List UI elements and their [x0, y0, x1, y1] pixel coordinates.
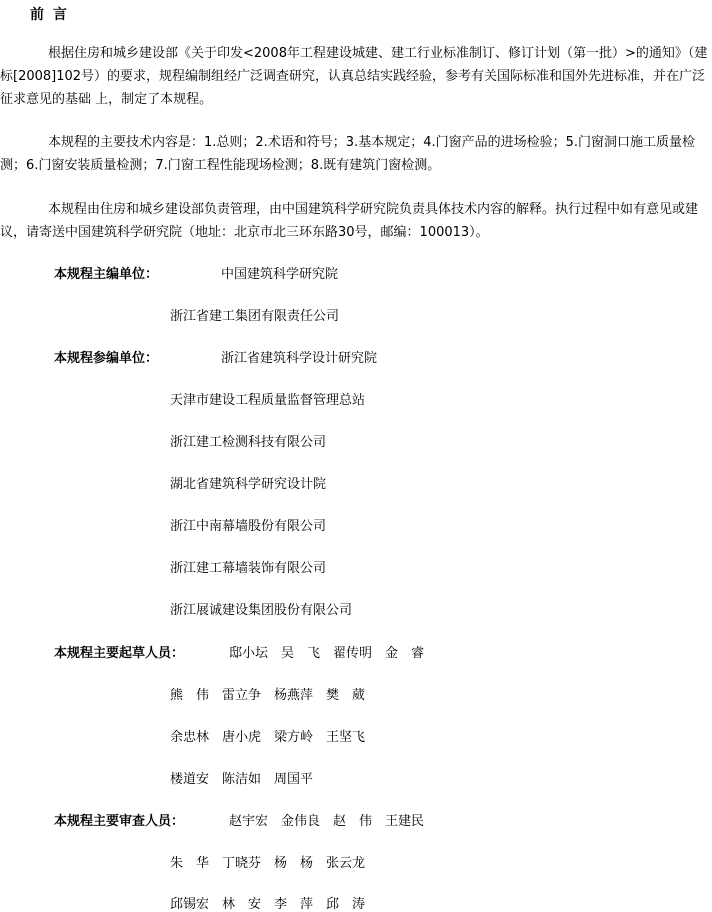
drafters-line: 熊 伟 雷立争 杨燕萍 樊 葳: [170, 688, 366, 703]
reviewers-line: 朱 华 丁晓芬 杨 杨 张云龙: [170, 856, 366, 871]
participating-unit-item: 浙江省建筑科学设计研究院: [221, 351, 378, 366]
drafters-line: 邸小坛 吴 飞 翟传明 金 睿: [229, 646, 425, 661]
reviewers-line: 邱锡宏 林 安 李 萍 邱 涛: [170, 897, 366, 912]
page-title: 前 言: [30, 7, 69, 23]
chief-unit-item: 中国建筑科学研究院: [221, 267, 339, 282]
participating-unit-item: 浙江中南幕墙股份有限公司: [170, 519, 327, 534]
chief-unit-item: 浙江省建工集团有限责任公司: [170, 309, 340, 324]
participating-unit-item: 浙江建工幕墙装饰有限公司: [170, 561, 327, 576]
reviewers-line: 赵宇宏 金伟良 赵 伟 王建民: [229, 814, 425, 829]
paragraph-main-content: 本规程的主要技术内容是：1.总则；2.术语和符号；3.基本规定；4.门窗产品的进场检验；5.门窗洞口施工质量检测；6.门窗安装质量检测；7.门窗工程性能现场检测；8.既有建筑门窗检测。: [0, 135, 696, 173]
participating-unit-item: 湖北省建筑科学研究设计院: [170, 477, 327, 492]
participating-units-label: 本规程参编单位：: [54, 351, 159, 366]
participating-unit-item: 浙江建工检测科技有限公司: [170, 435, 327, 450]
paragraph-management: 本规程由住房和城乡建设部负责管理，由中国建筑科学研究院负责具体技术内容的解释。执行过程中如有意见或建议，请寄送中国建筑科学研究院（地址：北京市北三环东路30号，邮编：100013）。: [0, 202, 699, 240]
drafters-line: 楼道安 陈洁如 周国平: [170, 772, 314, 787]
drafters-line: 余忠林 唐小虎 梁方岭 王坚飞: [170, 730, 366, 745]
participating-unit-item: 天津市建设工程质量监督管理总站: [170, 393, 366, 408]
chief-units-label: 本规程主编单位：: [54, 267, 159, 282]
paragraph-basis: 根据住房和城乡建设部《关于印发<2008年工程建设城建、建工行业标准制订、修订计划（第一批）>的通知》（建标[2008]102号）的要求，规程编制组经广泛调查研究，认真总结实践经验，参考有关国际标准和国外先进标准，并在广泛征求意见的基础 上，制定了本规程。: [0, 46, 708, 107]
reviewers-label: 本规程主要审查人员：: [54, 814, 185, 829]
participating-unit-item: 浙江展诚建设集团股份有限公司: [170, 603, 353, 618]
drafters-label: 本规程主要起草人员：: [54, 646, 185, 661]
